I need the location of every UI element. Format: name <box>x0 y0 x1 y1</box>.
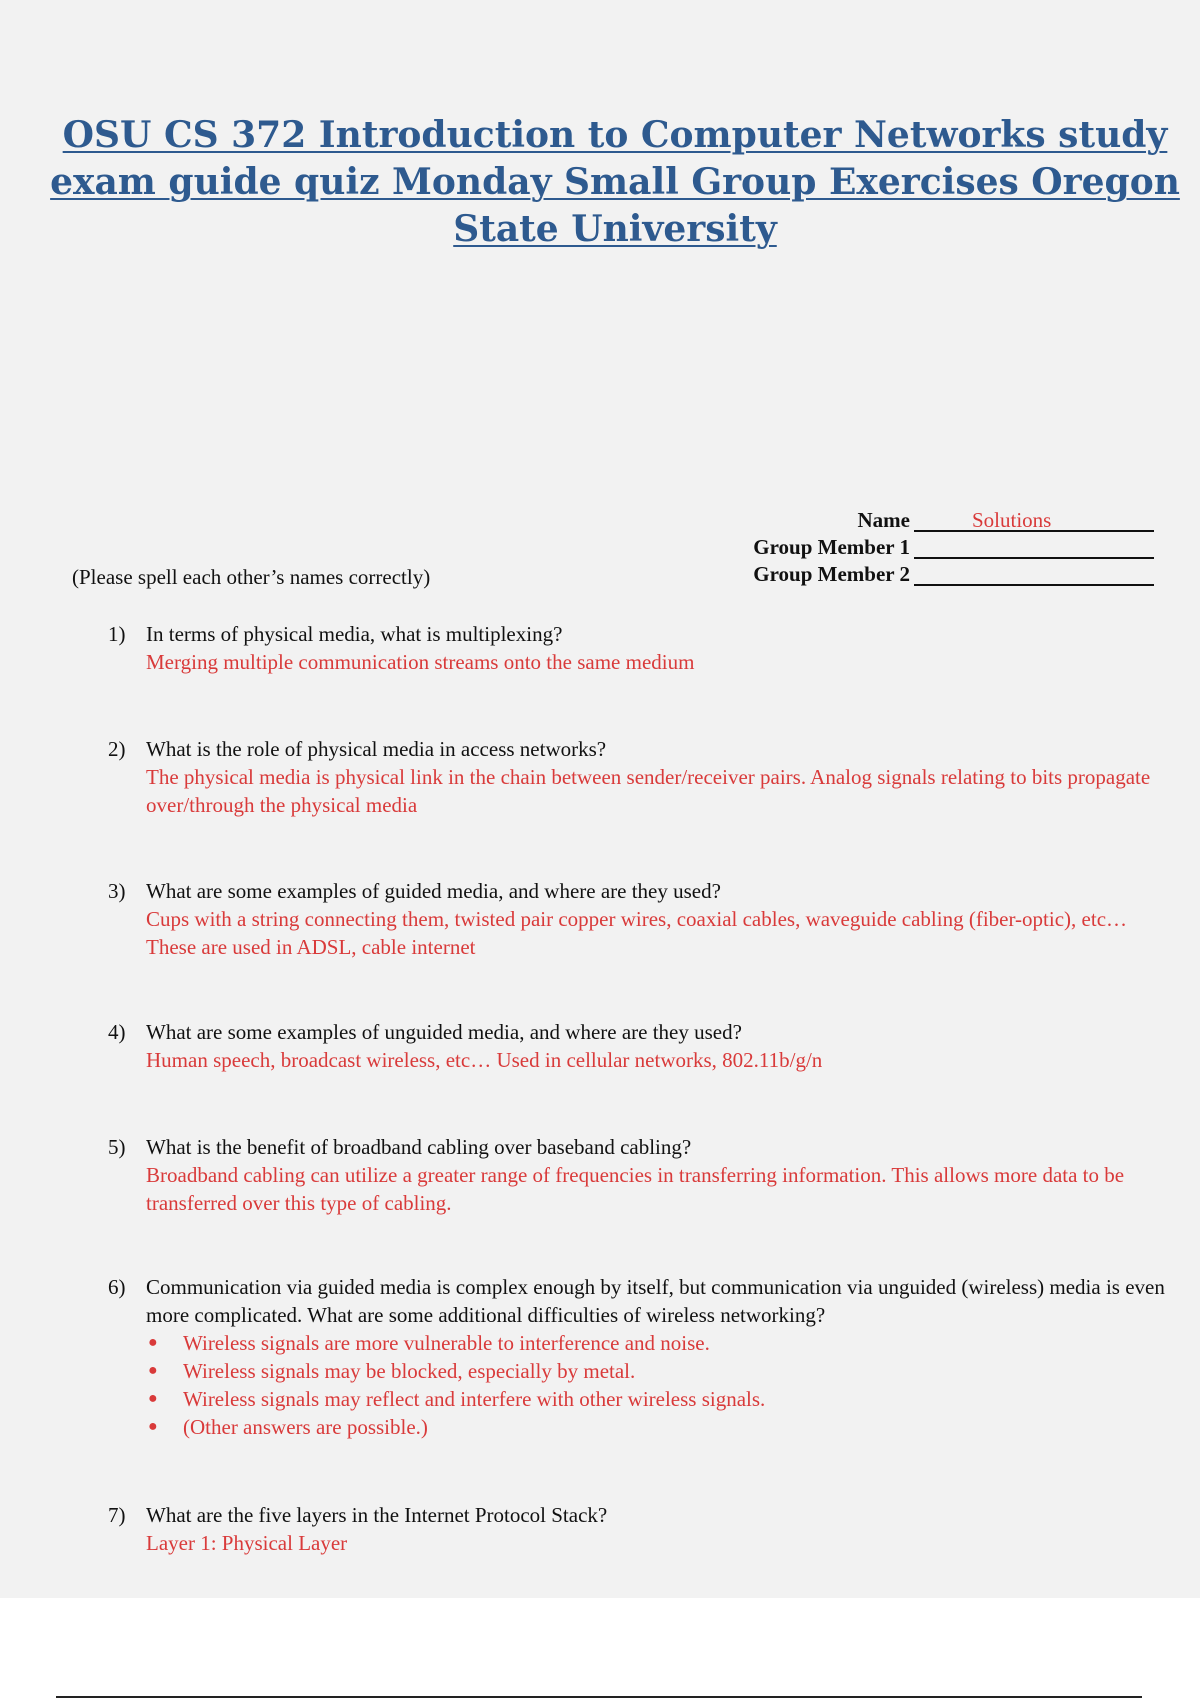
group-member-2-underline <box>914 584 1154 586</box>
question-text: Communication via guided media is complex enough by itself, but communication via unguided (wireless) media is even more complicated. What are some additional difficulties of wireless networking? <box>146 1275 1165 1327</box>
question-text: What are some examples of unguided media, and where are they used? <box>146 1020 742 1044</box>
question-4 <box>108 1018 1173 1074</box>
bullet-icon: ● <box>148 1418 158 1435</box>
question-text: What is the role of physical media in access networks? <box>146 737 607 761</box>
bullet-icon: ● <box>148 1362 158 1379</box>
question-5 <box>108 1133 1173 1217</box>
name-block <box>700 508 1160 589</box>
name-row <box>700 508 1160 535</box>
question-text: In terms of physical media, what is multiplexing? <box>146 622 563 646</box>
list-item <box>146 1329 1173 1357</box>
answer-text: Broadband cabling can utilize a greater range of frequencies in transferring information. This allows more data to be transferred over this type of cabling. <box>146 1163 1125 1215</box>
bullet-text: Wireless signals are more vulnerable to interference and noise. <box>183 1331 710 1355</box>
bullet-icon: ● <box>148 1334 158 1351</box>
question-6 <box>108 1273 1173 1441</box>
list-item <box>146 1385 1173 1413</box>
question-text: What are the five layers in the Internet Protocol Stack? <box>146 1503 608 1527</box>
group-member-2-label: Group Member 2 <box>753 562 910 586</box>
spell-note: (Please spell each other’s names correctly) <box>72 565 431 589</box>
name-value: Solutions <box>972 508 1052 532</box>
group-member-2-row <box>700 562 1160 589</box>
question-number: 5) <box>108 1135 126 1159</box>
bullet-icon: ● <box>148 1390 158 1407</box>
answer-text: Human speech, broadcast wireless, etc… Used in cellular networks, 802.11b/g/n <box>146 1048 823 1072</box>
question-2 <box>108 735 1173 819</box>
answer-text: Cups with a string connecting them, twisted pair copper wires, coaxial cables, waveguide cabling (fiber-optic), etc… These are used in ADSL, cable internet <box>146 907 1128 959</box>
question-number: 1) <box>108 622 126 646</box>
question-text: What are some examples of guided media, and where are they used? <box>146 879 721 903</box>
group-member-1-row <box>700 535 1160 562</box>
group-member-1-underline <box>914 557 1154 559</box>
question-number: 3) <box>108 879 126 903</box>
name-label: Name <box>857 508 910 532</box>
answer-text: Layer 1: Physical Layer <box>146 1531 348 1555</box>
question-number: 2) <box>108 737 126 761</box>
group-member-1-label: Group Member 1 <box>753 535 910 559</box>
bullet-text: Wireless signals may be blocked, especially by metal. <box>183 1359 636 1383</box>
bullet-text: (Other answers are possible.) <box>183 1415 428 1439</box>
answer-text: Merging multiple communication streams onto the same medium <box>146 650 695 674</box>
question-number: 4) <box>108 1020 126 1044</box>
list-item <box>146 1413 1173 1441</box>
question-number: 7) <box>108 1503 126 1527</box>
question-text: What is the benefit of broadband cabling over baseband cabling? <box>146 1135 692 1159</box>
question-7 <box>108 1501 1173 1557</box>
question-number: 6) <box>108 1275 126 1299</box>
answer-text: The physical media is physical link in the chain between sender/receiver pairs. Analog signals relating to bits propagate over/through the physical media <box>146 765 1151 817</box>
answer-bullet-list <box>146 1329 1173 1441</box>
list-item <box>146 1357 1173 1385</box>
document-title: OSU CS 372 Introduction to Computer Networks study exam guide quiz Monday Small Group Exercises Oregon State University <box>50 114 1180 250</box>
question-3 <box>108 877 1173 961</box>
bullet-text: Wireless signals may reflect and interfere with other wireless signals. <box>183 1387 766 1411</box>
page-bottom-rule <box>56 1696 1142 1698</box>
question-1 <box>108 620 1173 676</box>
